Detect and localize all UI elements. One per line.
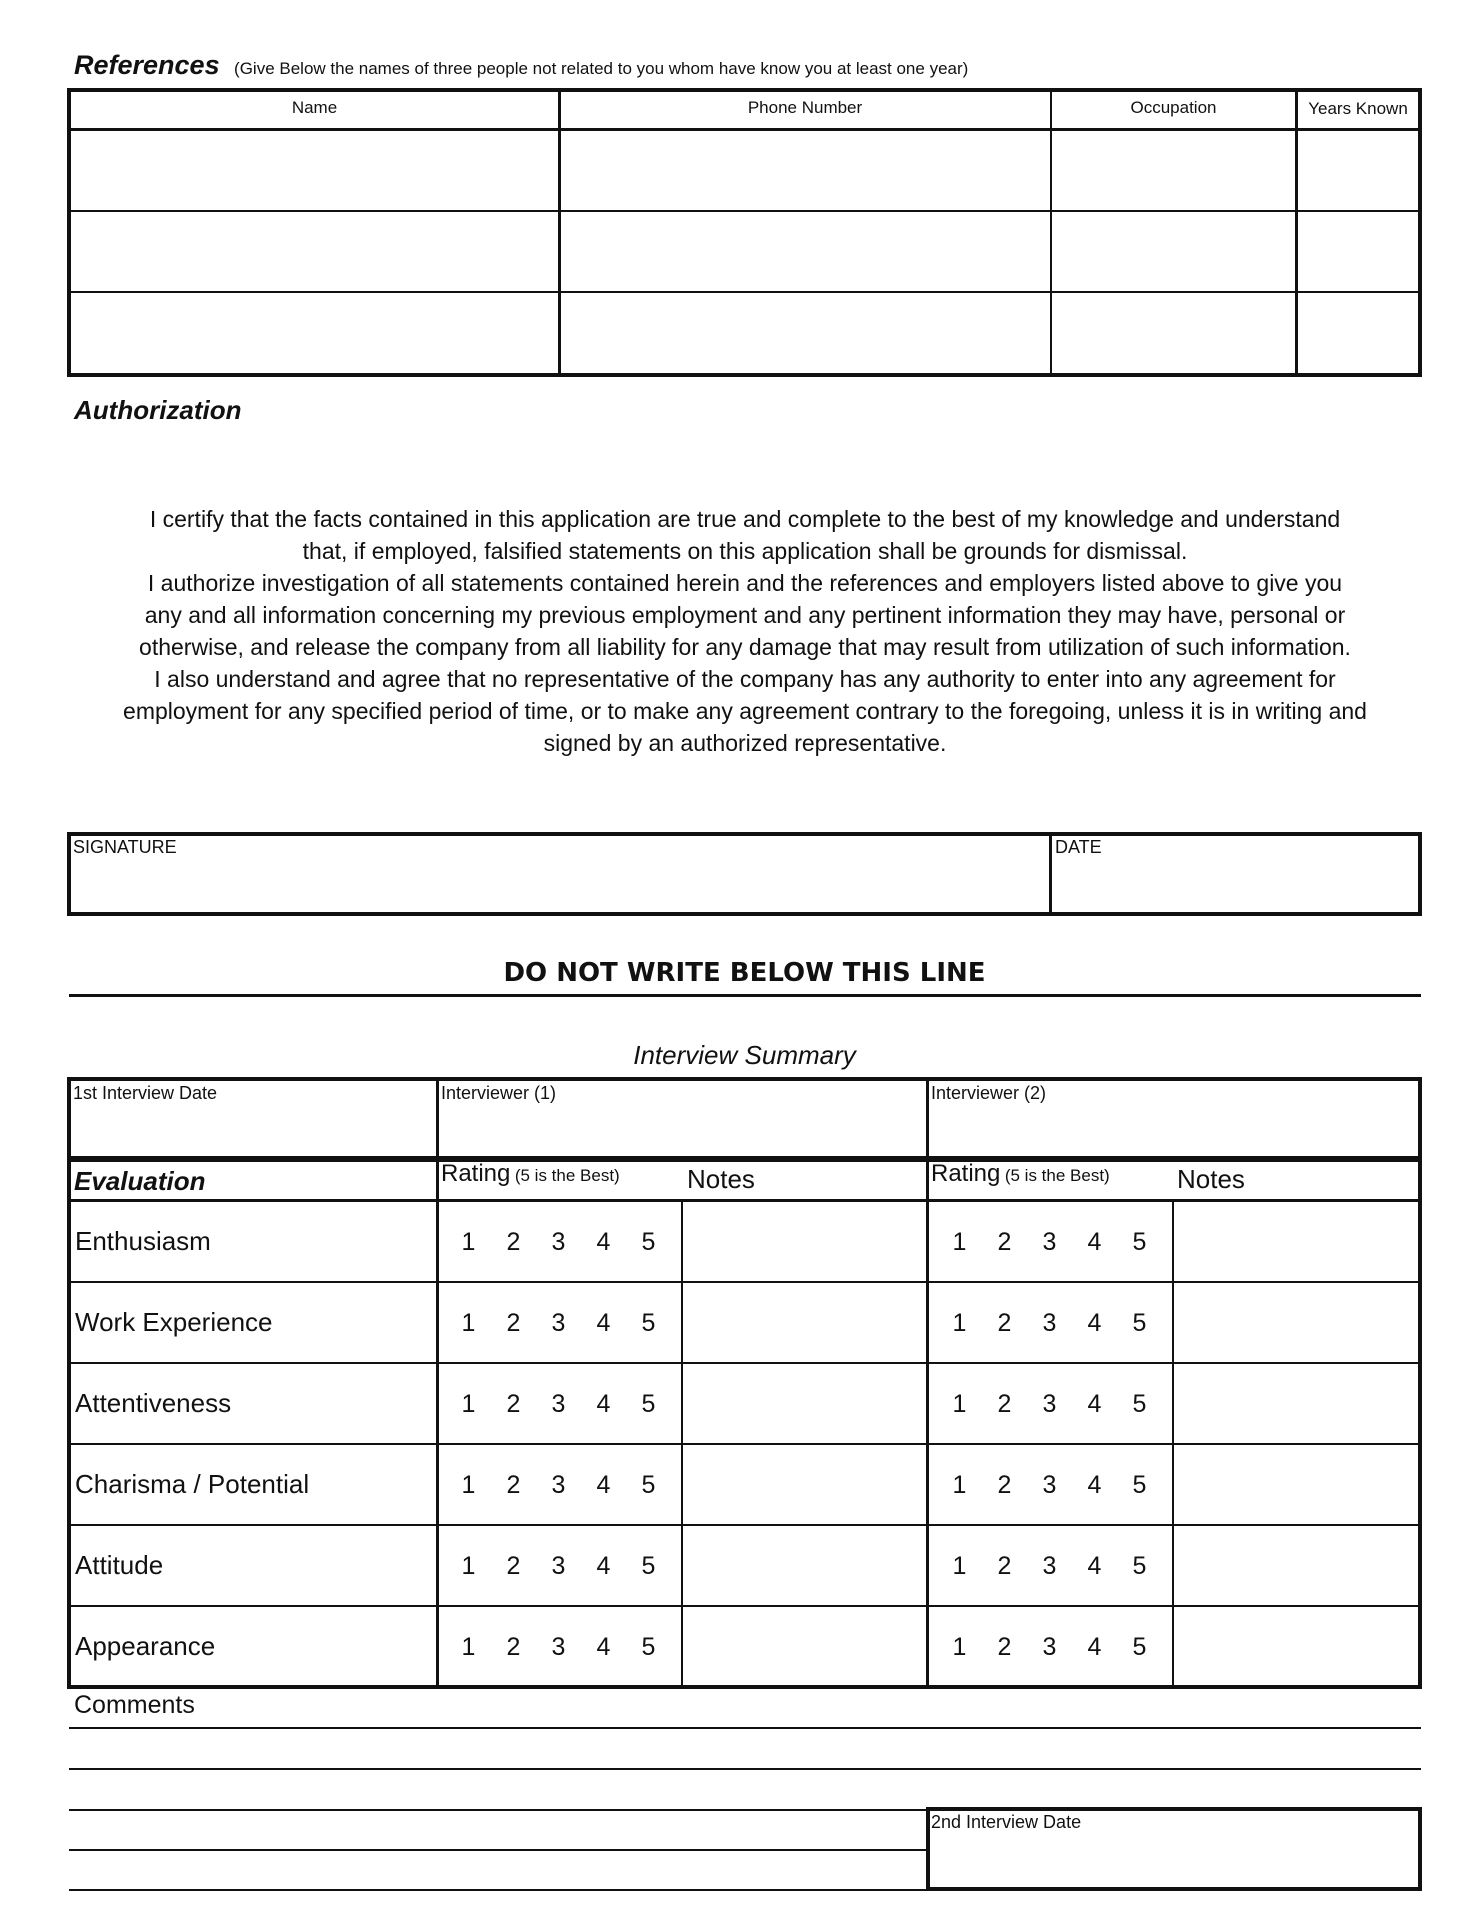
comment-line[interactable] (69, 1849, 926, 1851)
rating-option[interactable]: 1 (461, 1390, 476, 1418)
notice-divider (69, 994, 1421, 997)
rating-option[interactable]: 1 (952, 1228, 967, 1256)
rating-scale-2-work-experience[interactable] (937, 1309, 1162, 1338)
rating-header-2 (931, 1160, 1110, 1188)
auth-line-6: I also understand and agree that no representative of the company has any authority to enter into any agreement for (154, 666, 1336, 692)
rating-label-2: Rating (931, 1160, 1001, 1187)
rating-option[interactable]: 1 (952, 1633, 967, 1661)
authorization-title: Authorization (74, 395, 242, 425)
rating-option[interactable]: 3 (551, 1228, 566, 1256)
rating-scale-1-appearance[interactable] (446, 1633, 671, 1662)
rating-option[interactable]: 1 (952, 1309, 967, 1337)
notes-label-2: Notes (1177, 1164, 1245, 1194)
signature-label: SIGNATURE (73, 837, 177, 857)
rating-option[interactable]: 2 (506, 1471, 521, 1499)
rating-option[interactable]: 1 (461, 1633, 476, 1661)
auth-line-4: any and all information concerning my previous employment and any pertinent information they may have, personal or (144, 602, 1346, 628)
ref-col-phone: Phone Number (747, 98, 863, 117)
rating-option[interactable]: 3 (551, 1309, 566, 1337)
rating-option[interactable]: 2 (506, 1228, 521, 1256)
comment-line[interactable] (69, 1809, 926, 1811)
rating-header-1 (441, 1160, 620, 1188)
rating-option[interactable]: 5 (641, 1390, 656, 1418)
rating-option[interactable]: 4 (1087, 1309, 1102, 1337)
evaluation-label: Evaluation (74, 1166, 206, 1196)
rating-option[interactable]: 2 (997, 1390, 1012, 1418)
interviewer2-field[interactable] (931, 1104, 1418, 1156)
rating-option[interactable]: 4 (596, 1552, 611, 1580)
ref-col-years: Years Known (1308, 99, 1408, 118)
rating-option[interactable]: 3 (551, 1552, 566, 1580)
second-interview-date-field[interactable] (931, 1834, 1418, 1887)
second-interview-date-label: 2nd Interview Date (931, 1812, 1082, 1832)
auth-line-3: I authorize investigation of all statements contained herein and the references and employers listed above to give you (147, 570, 1343, 596)
date-label: DATE (1055, 837, 1102, 857)
rating-option[interactable]: 3 (1042, 1633, 1057, 1661)
ref-row-2[interactable] (71, 212, 1418, 290)
comment-line[interactable] (69, 1889, 926, 1891)
ref-row-1[interactable] (71, 131, 1418, 209)
rating-option[interactable]: 3 (551, 1390, 566, 1418)
rating-note-2: (5 is the Best) (1004, 1166, 1110, 1185)
rating-scale-1-attitude[interactable] (446, 1552, 671, 1581)
first-interview-date-label: 1st Interview Date (73, 1083, 218, 1103)
interviewer1-field[interactable] (441, 1104, 923, 1156)
references-instruction: (Give Below the names of three people not related to you whom have know you at least one year) (234, 59, 969, 78)
rating-option[interactable]: 2 (506, 1633, 521, 1661)
auth-line-2: that, if employed, falsified statements on this application shall be grounds for dismissal. (302, 538, 1188, 564)
first-interview-date-field[interactable] (72, 1104, 433, 1156)
rating-scale-1-attentiveness[interactable] (446, 1390, 671, 1419)
rating-scale-2-appearance[interactable] (937, 1633, 1162, 1662)
rating-option[interactable]: 5 (1132, 1552, 1147, 1580)
notes-field-2[interactable] (1176, 1203, 1418, 1686)
rating-option[interactable]: 3 (1042, 1471, 1057, 1499)
auth-line-8: signed by an authorized representative. (543, 730, 947, 756)
rating-scale-1-enthusiasm[interactable] (446, 1228, 671, 1257)
do-not-write-notice: DO NOT WRITE BELOW THIS LINE (503, 958, 986, 988)
rating-option[interactable]: 1 (461, 1228, 476, 1256)
rating-option[interactable]: 4 (596, 1390, 611, 1418)
rating-option[interactable]: 5 (641, 1309, 656, 1337)
rating-option[interactable]: 4 (1087, 1390, 1102, 1418)
rating-option[interactable]: 3 (1042, 1390, 1057, 1418)
rating-note-1: (5 is the Best) (514, 1166, 620, 1185)
rating-option[interactable]: 2 (997, 1309, 1012, 1337)
criterion-attentiveness: Attentiveness (75, 1388, 232, 1418)
comment-line[interactable] (69, 1727, 1421, 1729)
rating-option[interactable]: 1 (461, 1309, 476, 1337)
rating-option[interactable]: 1 (952, 1390, 967, 1418)
rating-option[interactable]: 1 (952, 1552, 967, 1580)
rating-option[interactable]: 4 (1087, 1228, 1102, 1256)
rating-option[interactable]: 5 (641, 1471, 656, 1499)
authorization-text (70, 503, 1420, 759)
rating-option[interactable]: 4 (596, 1309, 611, 1337)
rating-option[interactable]: 2 (506, 1552, 521, 1580)
rating-option[interactable]: 5 (641, 1552, 656, 1580)
rating-option[interactable]: 1 (461, 1552, 476, 1580)
auth-line-5: otherwise, and release the company from all liability for any damage that may result from utilization of such information. (139, 634, 1351, 660)
notes-label-1: Notes (687, 1164, 755, 1194)
criterion-enthusiasm: Enthusiasm (75, 1226, 211, 1256)
references-title: References (74, 50, 220, 80)
rating-option[interactable]: 3 (1042, 1309, 1057, 1337)
interviewer2-label: Interviewer (2) (931, 1083, 1047, 1103)
criterion-attitude: Attitude (75, 1550, 164, 1580)
rating-scale-1-work-experience[interactable] (446, 1309, 671, 1338)
ref-col-occupation: Occupation (1130, 98, 1217, 117)
rating-scale-1-charisma[interactable] (446, 1471, 671, 1500)
rating-label-1: Rating (441, 1160, 511, 1187)
rating-scale-2-attentiveness[interactable] (937, 1390, 1162, 1419)
rating-option[interactable]: 2 (997, 1552, 1012, 1580)
rating-option[interactable]: 5 (1132, 1228, 1147, 1256)
signature-field[interactable] (72, 858, 1046, 912)
rating-option[interactable]: 2 (997, 1228, 1012, 1256)
notes-field-1[interactable] (685, 1203, 923, 1686)
rating-option[interactable]: 3 (551, 1471, 566, 1499)
rating-option[interactable]: 5 (641, 1633, 656, 1661)
rating-option[interactable]: 2 (506, 1390, 521, 1418)
rating-option[interactable]: 5 (1132, 1390, 1147, 1418)
rating-option[interactable]: 2 (997, 1633, 1012, 1661)
criterion-work-experience: Work Experience (75, 1307, 273, 1337)
rating-option[interactable]: 4 (596, 1471, 611, 1499)
rating-option[interactable]: 2 (997, 1471, 1012, 1499)
auth-line-7: employment for any specified period of time, or to make any agreement contrary to the foregoing, unless it is in writing and (123, 698, 1367, 724)
rating-option[interactable]: 4 (596, 1633, 611, 1661)
rating-option[interactable]: 2 (506, 1309, 521, 1337)
rating-option[interactable]: 3 (1042, 1552, 1057, 1580)
criterion-appearance: Appearance (75, 1631, 216, 1661)
rating-option[interactable]: 5 (1132, 1309, 1147, 1337)
rating-option[interactable]: 5 (1132, 1471, 1147, 1499)
comments-label: Comments (74, 1691, 195, 1719)
rating-scale-2-charisma[interactable] (937, 1471, 1162, 1500)
rating-option[interactable]: 5 (1132, 1633, 1147, 1661)
rating-scale-2-enthusiasm[interactable] (937, 1228, 1162, 1257)
rating-scale-2-attitude[interactable] (937, 1552, 1162, 1581)
rating-option[interactable]: 4 (1087, 1552, 1102, 1580)
ref-col-name: Name (291, 98, 338, 117)
rating-option[interactable]: 4 (1087, 1633, 1102, 1661)
criterion-charisma: Charisma / Potential (75, 1469, 310, 1499)
references-header (74, 50, 968, 81)
ref-row-3[interactable] (71, 293, 1418, 373)
interviewer1-label: Interviewer (1) (441, 1083, 557, 1103)
rating-option[interactable]: 4 (1087, 1471, 1102, 1499)
interview-summary-title: Interview Summary (633, 1040, 856, 1070)
rating-option[interactable]: 4 (596, 1228, 611, 1256)
rating-option[interactable]: 3 (551, 1633, 566, 1661)
rating-option[interactable]: 5 (641, 1228, 656, 1256)
comment-line[interactable] (69, 1768, 1421, 1770)
rating-option[interactable]: 3 (1042, 1228, 1057, 1256)
rating-option[interactable]: 1 (952, 1471, 967, 1499)
date-field[interactable] (1054, 858, 1417, 912)
auth-line-1: I certify that the facts contained in this application are true and complete to the best of my knowledge and understand (149, 506, 1341, 532)
rating-option[interactable]: 1 (461, 1471, 476, 1499)
